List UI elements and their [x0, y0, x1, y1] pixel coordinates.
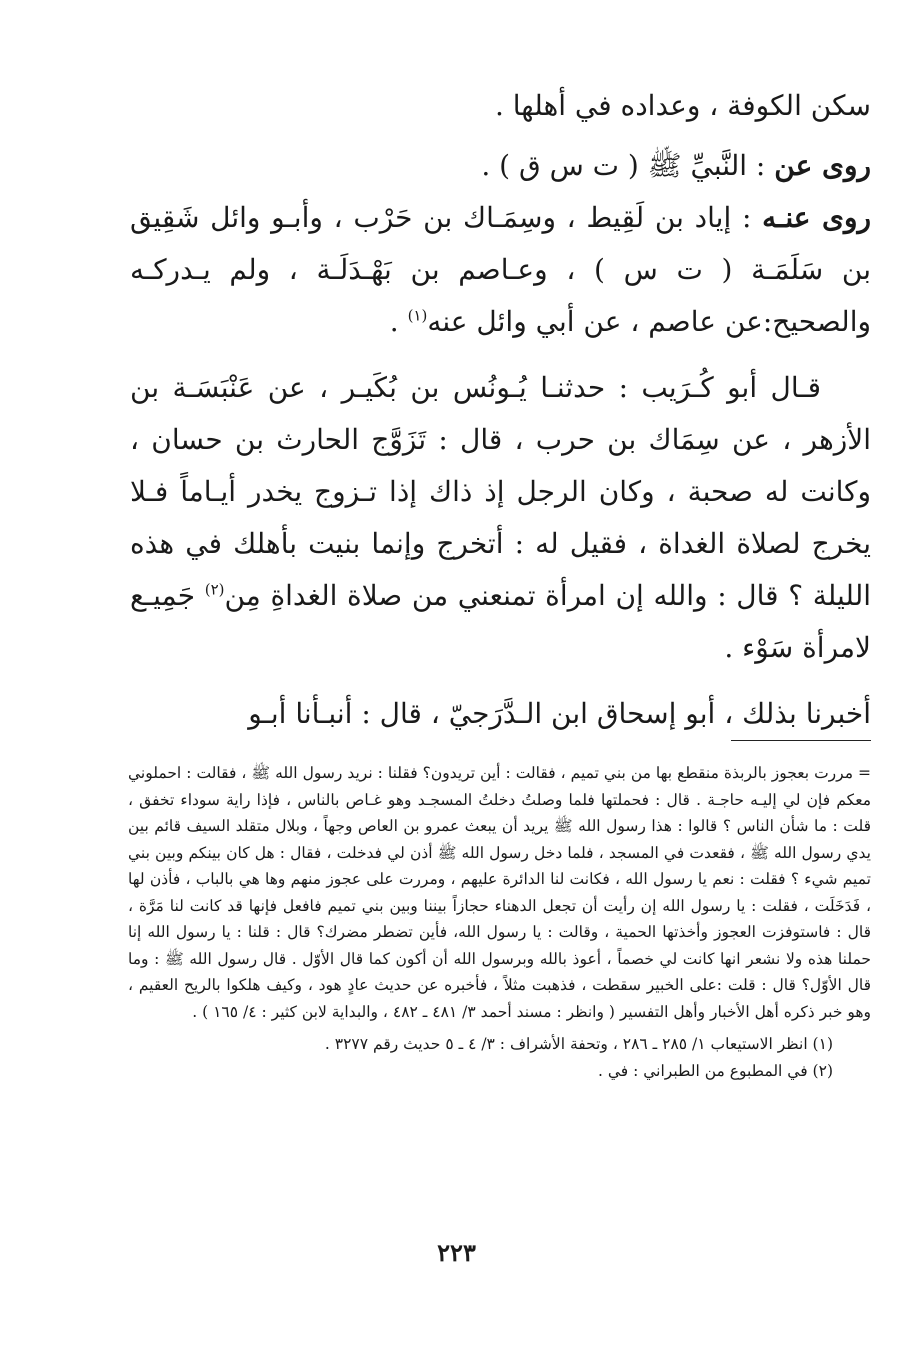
main-text-block	[130, 80, 871, 740]
footnote-continuation: = مررت بعجوز بالربذة منقطع بها من بني تميم ، فقالت : أين تريدون؟ فقلنا : نريد رسول الله ﷺ ، فقالت : احملوني معكم فإن لي إليـه حاجـة . قال : فحملتها فلما وصلتُ دخلتُ المسجـد وهو غـاص بالناس ، فإذا راية سوداء تخفق ، قلت : ما شأن الناس ؟ قالوا : هذا رسول الله ﷺ يريد أن يبعث عمرو بن العاص وجهاً ، وبلال متقلد السيف قائم بين يدي رسول الله ﷺ ، فقعدت في المسجد ، فلما دخل رسول الله ﷺ أذن لي فدخلت ، فقال : هل كان بينكم وبين بني تميم شيء ؟ فقلت : نعم يا رسول الله ، فكانت لنا الدائرة عليهم ، ومررت على عجوز منهم وها هي بالباب ، فأذن لها ، فَدَخَلَت ، فقلت : يا رسول الله إن رأيت أن تجعل الدهناء حجازاً بيننا وبين بني تميم فافعل فإنها قد كانت لنا مَرَّة ، قال : فاستوفزت العجوز وأخذتها الحمية ، وقالت : يا رسول الله، فأين تضطر مضرك؟ قال : قلنا : يا رسول الله إنا حملنا هذه ولا نشعر انها كانت لي خصماً ، أعوذ بالله وبرسول الله أن أكون كما قال الأوّل . قال رسول الله ﷺ : وما قال الأوّل؟ قال : قلت :على الخبير سقطت ، فذهبت مثلاً ، فأخبره عن حديث عادٍ هود ، وكيف هلكوا بالريح العقيم ، وهو خبر ذكره أهل الأخبار وأهل التفسير ( وانظر : مسند أحمد ٣/ ٤٨١ ـ ٤٨٢ ، والبداية لابن كثير : ٤/ ١٦٥ ) .	[128, 764, 871, 1021]
chain-text: أخبرنا بذلك ، أبو إسحاق ابن الـدَّرَجيّ ، قال : أنبـأنا أبـو	[248, 697, 871, 730]
narration-text: قـال أبو كُـرَيب : حدثنـا يُـونُس بن بُكَيـر ، عن عَنْبَسَـة بن الأزهر ، عن سِمَاك بن حرب ، قال : تَزَوَّج الحارث بن حسان ، وكانت له صحبة ، وكان الرجل إذ ذاك إذا تـزوج يخدر أيـاماً فـلا يخرج لصلاة الغداة ، فقيل له : أتخرج وإنما بنيت بأهلك في هذه الليلة ؟ قال : والله إن امرأة تمنعني من صلاة الغداةِ مِن	[130, 371, 872, 612]
footnote-2: (٢) في المطبوع من الطبراني : في .	[598, 1061, 833, 1080]
residence-text: سكن الكوفة ، وعداده في أهلها .	[494, 89, 871, 122]
narration-paragraph	[130, 362, 871, 674]
narrated-by-paragraph	[130, 192, 871, 348]
page-number: ٢٢٣	[437, 1238, 476, 1267]
narrated-from-text: : النَّبيِّ ﷺ ( ت س ق ) .	[481, 149, 775, 182]
narrated-by-text: : إياد بن لَقِيط ، وسِمَـاك بن حَرْب ، وأبـو وائل شَقِيق بن سَلَمَـة ( ت س ) ، وعـاصم بن بَهْـدَلَـة ، ولم يـدركـه والصحيح:عن عاصم ، عن أبي وائل عنه	[130, 201, 871, 338]
footnote-1: (١) انظر الاستيعاب ١/ ٢٨٥ ـ ٢٨٦ ، وتحفة الأشراف : ٣/ ٤ ـ ٥ حديث رقم ٣٢٧٧ .	[324, 1035, 833, 1053]
narration-text-end: جَمِيـع لامرأة سَوْء .	[130, 579, 871, 664]
narrated-from-paragraph	[130, 140, 871, 192]
chain-paragraph	[130, 688, 871, 740]
footnote-marker-2: (٢)	[204, 580, 225, 599]
footnote-marker-1: (١)	[407, 306, 428, 325]
footnote-separator	[731, 740, 871, 741]
footnotes-block	[128, 760, 871, 1084]
narrated-from-label: روى عن	[774, 149, 871, 182]
narrated-by-end: .	[389, 305, 408, 338]
text-line-residence	[130, 80, 871, 132]
narrated-by-label: روى عنـه	[762, 201, 871, 234]
